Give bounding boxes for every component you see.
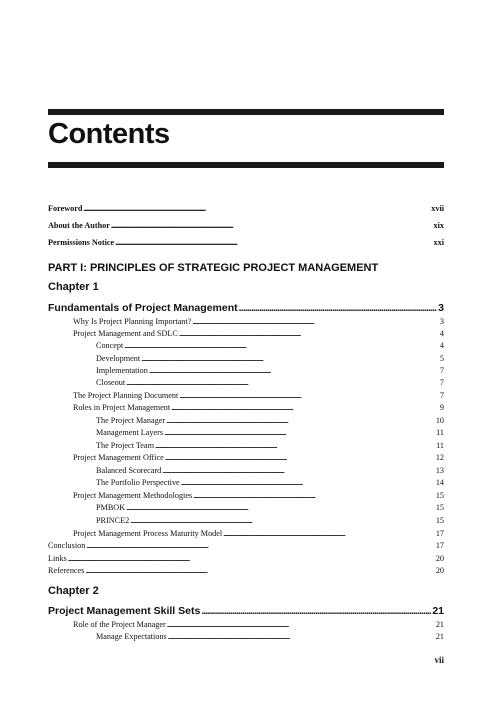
chapter-title[interactable] [48, 605, 444, 617]
toc-entry[interactable] [48, 631, 444, 643]
toc-entry-page: 21 [435, 632, 444, 641]
toc-entry[interactable] [48, 619, 444, 631]
toc-entry-label: Project Management Methodologies [73, 491, 193, 500]
toc-entry-label: Project Management Office [73, 453, 164, 462]
toc-entry-page: 12 [435, 453, 444, 462]
toc-entry-page: xxi [433, 238, 444, 247]
toc-entry-page: 3 [439, 317, 444, 326]
toc-entry-label: Conclusion [48, 541, 86, 550]
toc-entry-page: 15 [435, 491, 444, 500]
toc-entry-page: 3 [438, 302, 444, 314]
toc-entry-label: Manage Expectations [96, 632, 167, 641]
leader-dots [201, 605, 431, 617]
toc-entry-label: Development [96, 354, 141, 363]
toc-entry-page: 4 [439, 329, 444, 338]
chapter-title-label: Project Management Skill Sets [48, 605, 201, 617]
toc-entry-label: PMBOK [96, 503, 126, 512]
toc-entry-label: Permissions Notice [48, 238, 115, 247]
leader-dots [168, 631, 435, 643]
toc-entry-page: 20 [435, 554, 444, 563]
toc-entry-label: The Project Team [96, 441, 154, 450]
toc-entry-label: About the Author [48, 221, 110, 230]
toc-entry-page: 4 [439, 341, 444, 350]
toc-entry-label: Foreword [48, 204, 83, 213]
toc-entry-page: 17 [435, 541, 444, 550]
toc-entry-label: The Portfolio Perspective [96, 478, 180, 487]
toc-entry-label: The Project Planning Document [73, 391, 179, 400]
toc-entry-label: PRINCE2 [96, 516, 130, 525]
toc-entry-page: 20 [435, 566, 444, 575]
toc-entry-label: Management Layers [96, 428, 164, 437]
toc-entry-page: 14 [435, 478, 444, 487]
toc-entry-page: 9 [439, 403, 444, 412]
toc-entry-label: Implementation [96, 366, 148, 375]
toc-entry-page: 10 [435, 416, 444, 425]
toc-entry-page: xix [433, 221, 444, 230]
toc-entry-page: 21 [432, 605, 444, 617]
part-heading: PART I: PRINCIPLES OF STRATEGIC PROJECT MANAGEMENT [48, 262, 379, 274]
toc-entry-label: References [48, 566, 85, 575]
chapter-label: Chapter 2 [48, 585, 99, 597]
toc-entry-page: 15 [435, 516, 444, 525]
toc-entry-label: Role of the Project Manager [73, 620, 166, 629]
toc-entry-page: 17 [435, 529, 444, 538]
toc-entry-label: Why Is Project Planning Important? [73, 317, 192, 326]
page-number: vii [434, 655, 444, 665]
chapter-2-entries [48, 0, 444, 708]
toc-entry-label: Roles in Project Management [73, 403, 171, 412]
toc-entry-label: Balanced Scorecard [96, 466, 162, 475]
toc-entry-page: 5 [439, 354, 444, 363]
toc-entry-page: 13 [435, 466, 444, 475]
toc-entry-page: 21 [435, 620, 444, 629]
leader-dots [167, 619, 435, 631]
toc-entry-label: The Project Manager [96, 416, 166, 425]
page-title: Contents [48, 118, 170, 150]
toc-entry-page: xvii [431, 204, 444, 213]
toc-entry-label: Closeout [96, 378, 126, 387]
chapter-title-label: Fundamentals of Project Management [48, 302, 238, 314]
toc-entry-page: 7 [439, 391, 444, 400]
toc-entry-page: 7 [439, 366, 444, 375]
chapter-label: Chapter 1 [48, 281, 99, 293]
toc-entry-page: 7 [439, 378, 444, 387]
toc-entry-label: Links [48, 554, 67, 563]
toc-entry-label: Project Management Process Maturity Model [73, 529, 223, 538]
toc-entry-label: Concept [96, 341, 124, 350]
toc-entry-label: Project Management and SDLC [73, 329, 178, 338]
toc-entry-page: 11 [436, 441, 444, 450]
toc-entry-page: 15 [435, 503, 444, 512]
toc-entry-page: 11 [436, 428, 444, 437]
